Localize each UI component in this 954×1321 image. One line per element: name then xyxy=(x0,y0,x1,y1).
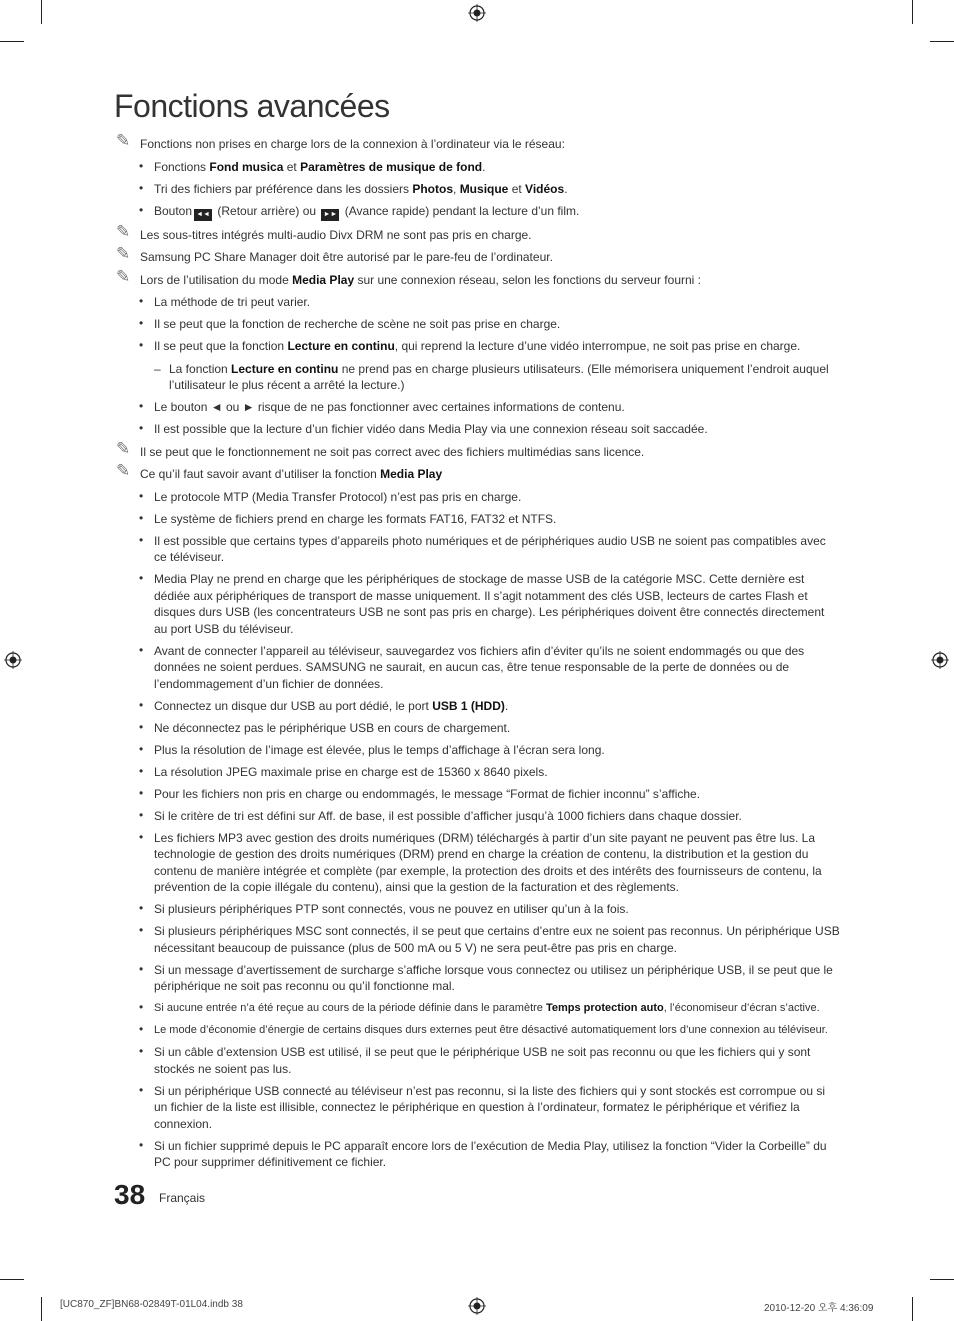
list-item xyxy=(114,203,840,221)
text: La fonction xyxy=(169,361,232,376)
text: Fonctions xyxy=(154,159,210,174)
bullet-list xyxy=(114,489,840,1171)
note xyxy=(114,461,840,483)
pencil-note-icon: ✎ xyxy=(116,244,131,263)
list-item: • Il est possible que la lecture d’un fichier vidéo dans Media Play via une connexion réseau soit saccadée. xyxy=(114,421,840,438)
bold-term: USB 1 (HDD) xyxy=(432,698,505,713)
list-item: • Il est possible que certains types d’appareils photo numériques et de périphériques audio USB ne soient pas compatibles avec ce téléviseur. xyxy=(114,533,840,566)
crop-mark xyxy=(912,0,913,24)
bold-term: Lecture en continu xyxy=(231,361,339,376)
note xyxy=(114,266,840,289)
text: Ce qu’il faut savoir avant d’utiliser la fonction xyxy=(140,467,381,481)
text: . xyxy=(482,159,486,174)
text: Bouton xyxy=(154,203,193,218)
footer-datetime: 2010-12-20 오후 4:36:09 xyxy=(764,1303,874,1314)
text: . xyxy=(504,698,509,713)
list-item: • Si un périphérique USB connecté au téléviseur n’est pas reconnu, si la liste des fichiers qui y sont stockés est corrompue ou si un fichier de la liste est illisible, connectez le périphérique en question à l’ordinateur, formatez le périphérique et vérifiez la connexion. xyxy=(114,1083,840,1133)
bold-term: Fond musica xyxy=(209,159,284,174)
crop-mark xyxy=(930,41,954,42)
bold-term: Vidéos xyxy=(525,181,565,196)
registration-mark-icon xyxy=(468,1297,486,1315)
text: , l’économiseur d’écran s’active. xyxy=(663,1002,820,1014)
note xyxy=(114,438,840,461)
list-item: • Le mode d’économie d’énergie de certains disques durs externes peut être désactivé automatiquement lors d’une connexion au téléviseur. xyxy=(114,1022,840,1039)
bold-term: Temps protection auto xyxy=(545,1002,664,1014)
text: Le bouton xyxy=(154,400,211,414)
list-item: • Il se peut que la fonction de recherche de scène ne soit pas prise en charge. xyxy=(114,316,840,333)
registration-mark-icon xyxy=(931,651,949,669)
list-item: • Si plusieurs périphériques PTP sont connectés, vous ne pouvez en utiliser qu’un à la fois. xyxy=(114,901,840,918)
list-item xyxy=(114,399,840,416)
list-item: • Si plusieurs périphériques MSC sont connectés, il se peut que certains d’entre eux ne soient pas reconnus. Un périphérique USB nécessitant beaucoup de puissance (plus de 500 mA ou 5 V) ne sera peut-être pas pris en charge. xyxy=(114,923,840,956)
bold-term: Lecture en continu xyxy=(287,339,395,353)
bullet-list xyxy=(114,399,840,438)
text: Il se peut que la fonction xyxy=(154,339,288,353)
list-item xyxy=(114,159,840,176)
text: (Retour arrière) ou xyxy=(214,203,320,218)
text: Lors de l’utilisation du mode xyxy=(140,272,293,287)
bold-term: Paramètres de musique de fond xyxy=(300,159,483,174)
text: Si aucune entrée n’a été reçue au cours de la période définie dans le paramètre xyxy=(154,1002,546,1014)
dash-marker: – xyxy=(154,361,161,376)
list-item: • La méthode de tri peut varier. xyxy=(114,294,840,311)
note-text: Il se peut que le fonctionnement ne soit pas correct avec des fichiers multimédias sans licence. xyxy=(140,444,645,459)
pencil-note-icon: ✎ xyxy=(116,461,131,480)
text: sur une connexion réseau, selon les fonctions du serveur fourni : xyxy=(354,272,701,287)
list-item xyxy=(114,698,840,715)
text: (Avance rapide) pendant la lecture d’un film. xyxy=(341,203,580,218)
rewind-icon: ◄◄ xyxy=(194,209,212,221)
text: ne prend pas en charge plusieurs utilisateurs. (Elle mémorisera uniquement l’endroit auquel l’utilisateur le plus récent a arrêté la lecture.) xyxy=(169,361,829,392)
list-item: • Si le critère de tri est défini sur Aff. de base, il est possible d’afficher jusqu’à 1000 fichiers dans chaque dossier. xyxy=(114,808,840,825)
page-title: Fonctions avancées xyxy=(114,88,390,124)
crop-mark xyxy=(930,1279,954,1280)
note xyxy=(114,244,840,266)
list-item: • Si un câble d’extension USB est utilisé, il se peut que le périphérique USB ne soit pas reconnu ou que les fichiers qui y sont stockés ne soient pas lus. xyxy=(114,1044,840,1077)
list-item: • Si un message d’avertissement de surcharge s’affiche lorsque vous connectez ou utilisez un périphérique USB, il se peut que le périphérique ne soit pas reconnu ou qu’il fonctionne mal. xyxy=(114,962,840,995)
page-content xyxy=(114,131,840,1177)
page-language: Français xyxy=(159,1191,206,1205)
text: , qui reprend la lecture d’une vidéo interrompue, ne soit pas prise en charge. xyxy=(394,339,801,353)
text: risque de ne pas fonctionner avec certaines informations de contenu. xyxy=(254,400,625,414)
crop-mark xyxy=(0,41,24,42)
pencil-note-icon: ✎ xyxy=(116,131,131,150)
pencil-note-icon: ✎ xyxy=(116,438,131,458)
pencil-note-icon: ✎ xyxy=(116,266,131,286)
list-item: • Media Play ne prend en charge que les périphériques de stockage de masse USB de la catégorie MSC. Cette dernière est dédiée aux périphériques de transport de masse uniquement. Il s’agit notamment des clés USB, lecteurs de cartes Flash et disques durs USB (les concentrateurs USB ne sont pas pris en charge). Les périphériques doivent être connectés directement au port USB du téléviseur. xyxy=(114,571,840,637)
text: Tri des fichiers par préférence dans les dossiers xyxy=(154,181,413,196)
text: . xyxy=(564,181,568,196)
list-item xyxy=(114,181,840,198)
list-item: • Avant de connecter l’appareil au téléviseur, sauvegardez vos fichiers afin d’éviter qu’ils ne soient endommagés ou que des données ne soient perdues. SAMSUNG ne saurait, en aucun cas, être tenue responsable de la perte de données ou de l’endommagement d’un fichier de données. xyxy=(114,643,840,693)
text: Connectez un disque dur USB au port dédié, le port xyxy=(154,698,433,713)
note-text: Les sous-titres intégrés multi-audio Divx DRM ne sont pas pris en charge. xyxy=(140,227,532,242)
crop-mark xyxy=(41,1297,42,1321)
left-arrow-icon: ◄ xyxy=(210,400,223,414)
note xyxy=(114,221,840,244)
text: et xyxy=(508,181,526,196)
note xyxy=(114,131,840,153)
list-item: • Le protocole MTP (Media Transfer Protocol) n’est pas pris en charge. xyxy=(114,489,840,506)
list-item: • Le système de fichiers prend en charge les formats FAT16, FAT32 et NTFS. xyxy=(114,511,840,528)
list-item: • Les fichiers MP3 avec gestion des droits numériques (DRM) téléchargés à partir d’un site payant ne peuvent pas être lus. La technologie de gestion des droits numériques (DRM) prend en charge la création de contenu, la distribution et la gestion du contenu de manière intégrée et complète (par exemple, la protection des droits et des intérêts des fournisseurs de contenu, la prévention de la copie illégale du contenu), ainsi que la gestion de la facturation et des règlements. xyxy=(114,830,840,896)
crop-mark xyxy=(41,0,42,24)
footer-file-info: [UC870_ZF]BN68-02849T-01L04.indb 38 xyxy=(60,1299,243,1310)
bold-term: Photos xyxy=(412,181,454,196)
sub-item xyxy=(114,361,840,394)
bold-term: Musique xyxy=(459,181,509,196)
list-item: • Ne déconnectez pas le périphérique USB en cours de chargement. xyxy=(114,720,840,737)
pencil-note-icon: ✎ xyxy=(116,221,131,241)
right-arrow-icon: ► xyxy=(242,400,255,414)
note-text: Samsung PC Share Manager doit être autorisé par le pare-feu de l’ordinateur. xyxy=(140,250,553,264)
registration-mark-icon xyxy=(468,4,486,22)
bullet-list xyxy=(114,159,840,221)
bold-term: Media Play xyxy=(380,467,443,481)
list-item: • Pour les fichiers non pris en charge ou endommagés, le message “Format de fichier inconnu” s’affiche. xyxy=(114,786,840,803)
list-item: • Plus la résolution de l’image est élevée, plus le temps d’affichage à l’écran sera long. xyxy=(114,742,840,759)
crop-mark xyxy=(912,1297,913,1321)
crop-mark xyxy=(0,1279,24,1280)
bold-term: Media Play xyxy=(292,272,355,287)
text: et xyxy=(283,159,301,174)
text: , xyxy=(453,181,460,196)
note-text: Fonctions non prises en charge lors de la connexion à l’ordinateur via le réseau: xyxy=(140,137,565,151)
list-item xyxy=(114,1000,840,1017)
list-item: • Si un fichier supprimé depuis le PC apparaît encore lors de l’exécution de Media Play, utilisez la fonction “Vider la Corbeille” du PC pour supprimer définitivement ce fichier. xyxy=(114,1138,840,1171)
text: ou xyxy=(222,400,243,414)
bullet-list xyxy=(114,294,840,355)
list-item: • La résolution JPEG maximale prise en charge est de 15360 x 8640 pixels. xyxy=(114,764,840,781)
list-item xyxy=(114,338,840,355)
registration-mark-icon xyxy=(4,651,22,669)
page-number: 38 xyxy=(114,1179,146,1210)
fast-forward-icon: ►► xyxy=(321,209,339,221)
